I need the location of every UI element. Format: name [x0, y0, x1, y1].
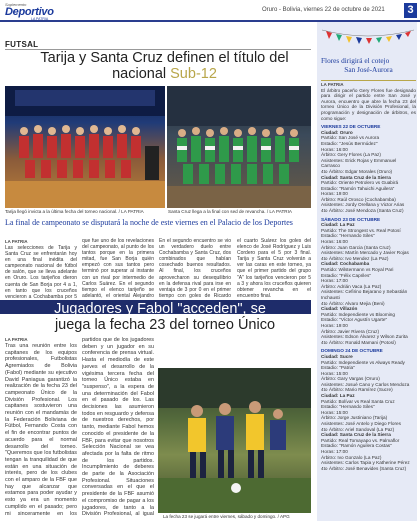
page-number: 3 — [404, 3, 417, 18]
fixture-detail: 4to Árbitro: Mario Ramírez (Sucre) — [321, 387, 393, 393]
fixture-detail: Árbitro: Gary Vargas (Oruro) — [321, 376, 380, 382]
story1-lead: La final de campeonato se disputará la noche de este viernes en el Palacio de los Deportes — [5, 218, 293, 227]
fixture-detail: 4to Árbitro: José Mendoza (Santa Cruz) — [321, 208, 404, 214]
section-label: FUTSAL — [5, 40, 39, 49]
fixture-detail: Estadio: "Félix Capriles" — [321, 272, 371, 278]
story1-column-1: Las selecciones de Tarija y Santa Cruz se enfrentarán hoy en una final inédita del campeonato nacional de fútbol de salón, que se lleva adelante en Oruro. Los tarijeños dieron cuenta de San Borja por 4 a 1, en tanto que los cruceños vencieron a Cochabamba por 5 — [5, 245, 77, 299]
story1-headline-main: Tarija y Santa Cruz definen el título del nacional — [40, 50, 289, 82]
fixture-day-heading: DOMINGO 24 DE OCTUBRE — [321, 348, 383, 354]
fixture-detail: Asistentes: Edson Álvarez y Wilson Zurita — [321, 334, 408, 340]
fixture-detail: Partido: Real Tomayapo vs. Palmaflor — [321, 437, 400, 443]
fixture-detail: Horas: 17:00 — [321, 278, 348, 284]
story2-headline-rest: "acceden", se — [173, 301, 266, 317]
sidebar-title-line2: San José-Aurora — [344, 64, 393, 74]
tarija-team-photo — [5, 86, 165, 208]
fixture-city: Ciudad: Santa Cruz de la Sierra — [321, 174, 391, 180]
sidebar-intro: El árbitro paceño Gery Flores fue designado para dirigir el partido entre San José y Aurora, encuentro que abre la fecha 23 del torneo Único de la División Profesional, la programación y designación de árbitros, es como sigue: — [321, 87, 416, 121]
fixture-detail: Estadio: "Ramón Tahuichi Aguilera" — [321, 185, 395, 191]
story2-headline-line1 — [20, 301, 300, 317]
fixture-city: Ciudad: Oruro — [321, 129, 353, 135]
fixture-detail: Partido: Independiente vs Always Ready — [321, 359, 405, 365]
fixture-detail: Horas: 19:00 — [321, 191, 348, 197]
pennant-flags-icon — [322, 28, 414, 50]
fixture-detail: Árbitro: Javier Rivera (Cruz) — [321, 328, 380, 334]
fixture-detail: Horas: 16:00 — [321, 146, 348, 152]
fixture-detail: 4to Árbitro: Ivo Mendez (La Paz) — [321, 255, 389, 261]
story1-column-4-text: el cuarto Suárez los goles del elenco de José Rodríguez y Luis Cordero para el 5 por 3 final. Tarija y Santa Cruz volverán a ver las caras en este torneo, ya que el primer partido del grupo "A" los tarijeños vencieron por 5 a 3 y ahora los cruceños quieren obtener revancha en el encuentro final. — [237, 238, 311, 299]
fixture-city: Ciudad: La Paz — [321, 222, 355, 228]
fixture-detail: Partido: Oriente Petrolero vs Guabirá — [321, 180, 399, 186]
fixture-detail: Asistentes: Cefirino Bejarano y Sebastián Inchausti — [321, 289, 408, 300]
fixture-detail: Estadio: "Hernando Siles" — [321, 404, 375, 410]
fixture-detail: Árbitro: Gery Flores (La Paz) — [321, 152, 381, 158]
fixture-city: Ciudad: Villazón — [321, 306, 358, 312]
story1-column-4 — [237, 238, 311, 299]
story2-column-1: Tras una reunión entre los capitanes de los equipos profesionales, Futbolistas Agremiados de Bolivia (Fabol) mediante su ejecutivo David Paniagua garantizó la realización de la fecha 23 del campeonato Único de la División Profesional. Los capitanes sostuvieron una reunión con el mandamás de la Federación Boliviana de Fútbol, Fernando Costa con el fin de encontrar puntos de acuerdo para el normal desarrollo del torneo. "Queremos que los futbolistas tengan la tranquilidad de que están en una situación de interés, pero de los clubes con el amparo de la FBF que hay que alcanzar que estamos para poder ayudar y esto ya era un momento cumplido en el pasado; pero mi sinceramente en los — [5, 343, 77, 517]
match-photo — [158, 368, 311, 513]
fixture-detail: 4to Árbitro: José Benavides (Santa Cruz) — [321, 465, 407, 471]
fixture-detail: Árbitro: Ivo Gonzalo (La Paz) — [321, 454, 382, 460]
fixture-detail: 4to Árbitro: Alvaro Mejia (Beni) — [321, 300, 385, 306]
supplement-logo — [5, 2, 63, 20]
fixture-detail: Estadio: "Jesús Bermúdez" — [321, 140, 378, 146]
story2-column-2: partidos que de los jugadores deben y un jugador en su conferencia de prensa virtual. Hasta el mediodía de este jueves el desarrollo de la vigésima tercera fecha del torneo Único estaba en "suspenso", a la espera de una determinación del Fabol en el pasado de los. Las decisiones las asumieron todos en resguardo y defensa de nuestros derechos, por tanto, mediante Fabol hemos conocido el presidente de la FBF, para evitar que nosotros Selección Nacional se vea afectada por la falta de ritmo de los partidos. Incumplimiento de deberes de parte de la Asociación Profesional. Situaciones conversadas en el que el presidente de la FBF asumió el compromiso de pagar a los jugadores, de tanto a la División Profesional, al igual — [82, 337, 154, 517]
fixture-detail: Asistentes: Josué Cano y Carlos Mendoza — [321, 381, 410, 387]
fixture-city: Ciudad: Cochabamba — [321, 261, 370, 267]
fixture-detail: Estadio: "Ramón Aguilera Costas" — [321, 443, 392, 449]
fixture-detail: Estadio: "Patria" — [321, 365, 355, 371]
sidebar-title — [321, 57, 416, 74]
story2-headline-accent: Jugadores y Fabol — [54, 301, 174, 317]
story1-byline: LA PATRIA — [5, 239, 28, 244]
photo2-caption: Santa Cruz llega a la final con sed de revancha. / LA PATRIA — [168, 209, 292, 214]
fixture-detail: Horas: 16:00 — [321, 239, 348, 245]
fixture-detail: Asistentes: Jordy Orellana y Victor Arias — [321, 202, 405, 208]
fixture-detail: Partido: Wilstermann vs Royal Pari — [321, 267, 394, 272]
story1-headline-accent: Sub-12 — [170, 66, 217, 82]
story2-headline-line2: juega la fecha 23 del torneo Único — [54, 317, 276, 333]
fixture-city: Ciudad: Santa Cruz de la Sierra — [321, 432, 391, 438]
fixture-detail: Horas: 17:00 — [321, 449, 348, 454]
sidebar-divider — [321, 80, 416, 81]
logo-sub-text: LA PATRIA — [31, 17, 49, 21]
fixture-detail: Partido: San José vs Aurora — [321, 135, 380, 141]
fixture-detail: Horas: 15:00 — [321, 409, 348, 415]
fixture-detail: Árbitro: Adrián Vaca (La Paz) — [321, 283, 382, 289]
sidebar-byline: LA PATRIA — [321, 82, 344, 87]
fixture-detail: Horas: 15:00 — [321, 370, 348, 376]
fixture-city: Ciudad: Sucre — [321, 353, 353, 359]
fixture-detail: Árbitro: Jorge Justiniano (Tarija) — [321, 415, 388, 421]
fixture-detail: Estadio: "Hernando Siles" — [321, 233, 375, 239]
fixture-detail: Árbitro: Raúl Orosco (Cochabamba) — [321, 196, 396, 202]
fixture-detail: Asistentes: Carlos Tapia y Katherine Pérez — [321, 460, 410, 466]
sidebar-title-line1: Flores dirigirá el cotejo — [321, 56, 390, 65]
fixture-detail: Asistentes: José Antelo y Diego Flores — [321, 421, 401, 427]
fixture-detail: Partido: Independiente vs Blooming — [321, 311, 396, 317]
fixture-detail: Árbitro: Juan Garcia (Santa Cruz) — [321, 244, 391, 250]
story2-byline: LA PATRIA — [5, 337, 28, 342]
fixture-detail: 4to Árbitro: Ronald Mamani (Potosí) — [321, 339, 396, 345]
fixture-detail: Horas: 19:00 — [321, 322, 348, 328]
photo1-caption: Tarija llegó invicta a la última fecha del torneo nacional. / LA PATRIA — [5, 209, 144, 214]
dateline: Oruro - Bolivia, viernes 22 de octubre de 2021 — [262, 7, 385, 13]
page-header — [0, 0, 420, 22]
logo-top-text: Suplemento — [5, 2, 27, 7]
fixture-city: Ciudad: La Paz — [321, 393, 355, 399]
fixture-detail: Asistentes: Martín Mercado y Javier Rojas — [321, 250, 409, 256]
sidebar-body — [321, 82, 416, 471]
story1-column-3: En el segundo encuentro se vio un verdadero duelo entre Cochabamba y Santa Cruz, dos combinados que habían cosechado buenos resultados. Al final, los cruceños aprovecharon su desequilibrio en la defensa rival para irse en ventaja de 3 por 0 en el primer tiempo con goles de Ricardo — [159, 238, 231, 299]
story1-column-2: que fue uno de los revelaciones del campeonato, al punto de los tantos porque en la primera mitad, fue San Borja quién empezó con sus tantos pero terminó por superar al instante con un rival por intermedio de Carlos Suárez. En el segundo tiempo el elenco tarijeño se adelantó, el oriental Alejandro — [82, 238, 154, 299]
fixture-day-heading: VIERNES 22 DE OCTUBRE — [321, 124, 381, 130]
match-photo-caption: La fecha 23 se jugará entre viernes, sábado y domingo. / APG — [163, 514, 290, 519]
story1-headline — [22, 50, 307, 82]
tarija-team-illustration — [5, 86, 165, 208]
fixtures-list — [321, 124, 416, 471]
fixture-detail: 4to Árbitro: Edgar Morales (Oruro) — [321, 168, 393, 174]
fixture-detail: Partido: The Strongest vs. Real Potosí — [321, 227, 401, 233]
fixture-detail: Partido: Bolívar vs Real Santa Cruz — [321, 398, 395, 404]
fixture-detail: 4to Árbitro: Ariel Sandoval (La Paz) — [321, 426, 395, 432]
fixture-detail: Estadio: "Víctor Agustín Ugarte" — [321, 317, 388, 323]
santacruz-team-illustration — [167, 86, 311, 208]
fixture-day-heading: SÁBADO 23 DE OCTUBRE — [321, 216, 381, 222]
santacruz-team-photo — [167, 86, 311, 208]
match-illustration — [158, 368, 311, 513]
fixture-detail: Asistentes: Erick Rojas y Emmanuel Carrasco — [321, 157, 397, 169]
logo-main-text: Deportivo — [5, 6, 54, 18]
